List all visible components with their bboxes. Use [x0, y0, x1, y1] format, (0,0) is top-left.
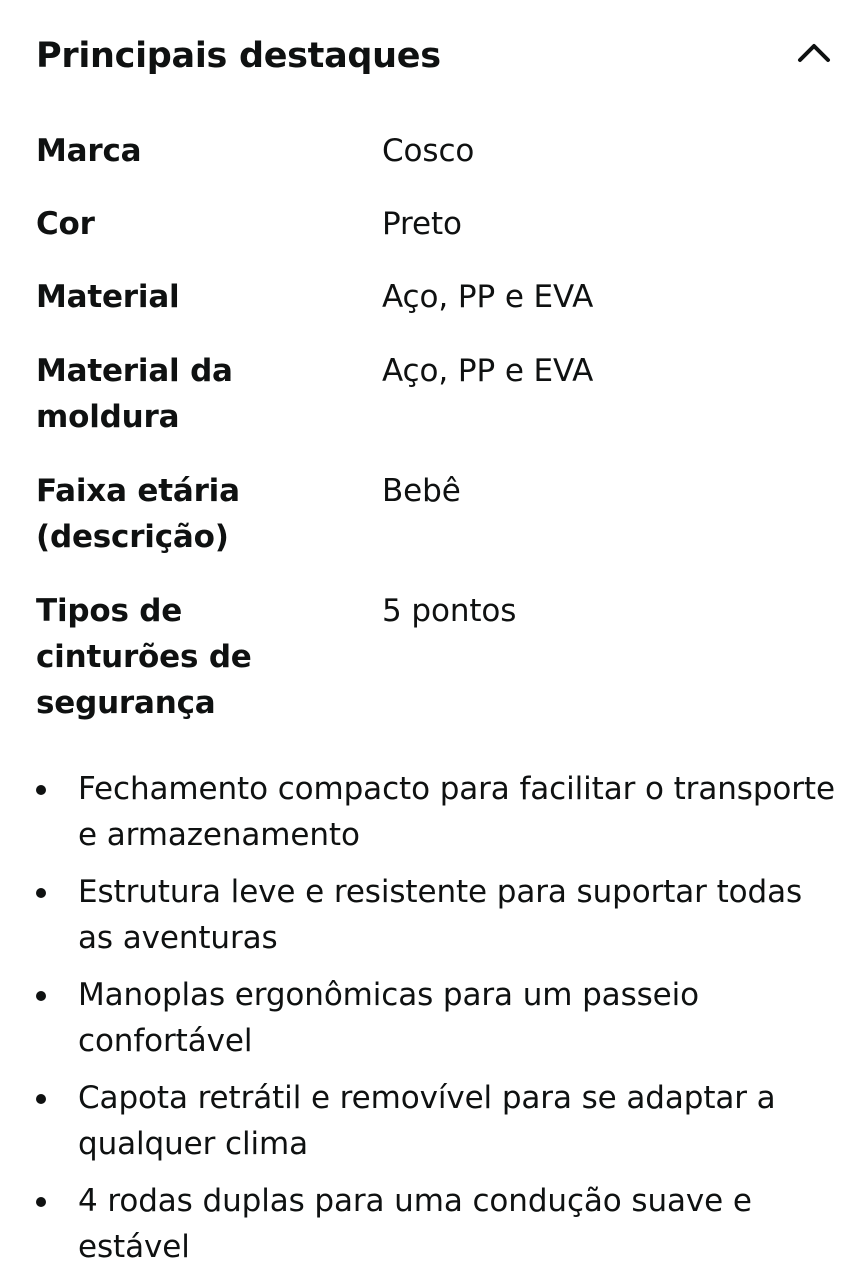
spec-value: Bebê [382, 473, 461, 509]
spec-label: Tipos de cinturões de segurança [36, 593, 252, 721]
spec-value: Aço, PP e EVA [382, 353, 594, 389]
spec-label: Faixa etária (descrição) [36, 473, 240, 555]
spec-row-brand [36, 128, 836, 174]
list-item [36, 972, 836, 1064]
spec-label: Material da moldura [36, 353, 233, 435]
spec-value: Aço, PP e EVA [382, 279, 594, 315]
bullet-text: Fechamento compacto para facilitar o transporte e armazenamento [78, 771, 835, 853]
bullet-text: Estrutura leve e resistente para suportar todas as aventuras [78, 874, 803, 956]
section-title: Principais destaques [36, 36, 441, 76]
bullet-text: Manoplas ergonômicas para um passeio confortável [78, 977, 700, 1059]
spec-row-harness-type [36, 588, 836, 726]
collapse-button[interactable] [792, 32, 836, 76]
spec-value: Cosco [382, 133, 475, 169]
spec-row-color [36, 201, 836, 247]
list-item [36, 1075, 836, 1167]
bullet-dot [36, 785, 46, 795]
bullet-text: 4 rodas duplas para uma condução suave e estável [78, 1183, 752, 1265]
bullet-dot [36, 991, 46, 1001]
list-item [36, 1178, 836, 1270]
spec-value: Preto [382, 206, 462, 242]
spec-label: Material [36, 279, 180, 315]
specs-table [36, 128, 836, 752]
bullet-dot [36, 888, 46, 898]
feature-bullets [36, 766, 836, 1281]
spec-row-material [36, 274, 836, 320]
spec-label: Cor [36, 206, 95, 242]
list-item [36, 766, 836, 858]
chevron-up-icon [792, 32, 836, 76]
spec-label: Marca [36, 133, 142, 169]
bullet-dot [36, 1197, 46, 1207]
spec-value: 5 pontos [382, 593, 517, 629]
bullet-text: Capota retrátil e removível para se adaptar a qualquer clima [78, 1080, 776, 1162]
bullet-dot [36, 1094, 46, 1104]
section-header [36, 28, 836, 84]
list-item [36, 869, 836, 961]
spec-row-frame-material [36, 348, 836, 440]
spec-row-age-range [36, 468, 836, 560]
